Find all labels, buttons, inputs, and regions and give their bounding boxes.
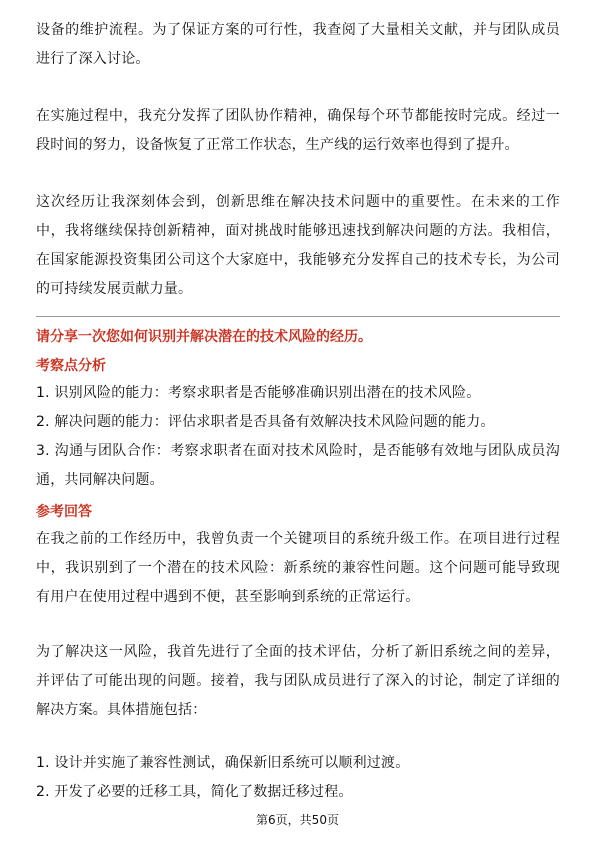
paragraph-implementation: 在实施过程中，我充分发挥了团队协作精神，确保每个环节都能按时完成。经过一段时间的努力，设备恢复了正常工作状态，生产线的运行效率也得到了提升。 <box>36 108 560 153</box>
answer-paragraph: 在我之前的工作经历中，我曾负责一个关键项目的系统升级工作。在项目进行过程中，我识别到了一个潜在的技术风险：新系统的兼容性问题。这个问题可能导致现有用户在使用过程中遇到不便，甚至影响到系统的正常运行。 <box>36 531 560 605</box>
paragraph-reflection: 这次经历让我深刻体会到，创新思维在解决技术问题中的重要性。在未来的工作中，我将继续保持创新精神，面对挑战时能够迅速找到解决问题的方法。我相信，在国家能源投资集团公司这个大家庭中，我能够充分发挥自己的技术专长，为公司的可持续发展贡献力量。 <box>36 194 560 297</box>
answer-heading: 参考回答 <box>36 504 92 520</box>
analysis-item: 1. 识别风险的能力：考察求职者是否能够准确识别出潜在的技术风险。 <box>36 385 481 401</box>
page-content <box>36 16 560 807</box>
analysis-heading: 考察点分析 <box>36 358 106 374</box>
spacer <box>36 612 560 638</box>
answer-paragraph: 为了解决这一风险，我首先进行了全面的技术评估，分析了新旧系统之间的差异，并评估了可能出现的问题。接着，我与团队成员进行了深入的讨论，制定了详细的解决方案。具体措施包括： <box>36 644 560 718</box>
page-number: 第6页，共50页 <box>256 813 339 827</box>
spacer <box>36 725 560 749</box>
measures-list <box>36 749 560 807</box>
analysis-list <box>36 379 560 495</box>
analysis-item: 3. 沟通与团队合作：考察求职者在面对技术风险时，是否能够有效地与团队成员沟通，共同解决问题。 <box>36 443 560 488</box>
measure-item: 2. 开发了必要的迁移工具，简化了数据迁移过程。 <box>36 784 353 800</box>
interview-question: 请分享一次您如何识别并解决潜在的技术风险的经历。 <box>36 329 372 345</box>
paragraph-continuation: 设备的维护流程。为了保证方案的可行性，我查阅了大量相关文献，并与团队成员进行了深入讨论。 <box>36 22 560 67</box>
analysis-item: 2. 解决问题的能力：评估求职者是否具备有效解决技术风险问题的能力。 <box>36 414 495 430</box>
section-divider <box>36 316 560 317</box>
spacer <box>36 74 560 102</box>
measure-item: 1. 设计并实施了兼容性测试，确保新旧系统可以顺利过渡。 <box>36 755 410 771</box>
spacer <box>36 160 560 188</box>
